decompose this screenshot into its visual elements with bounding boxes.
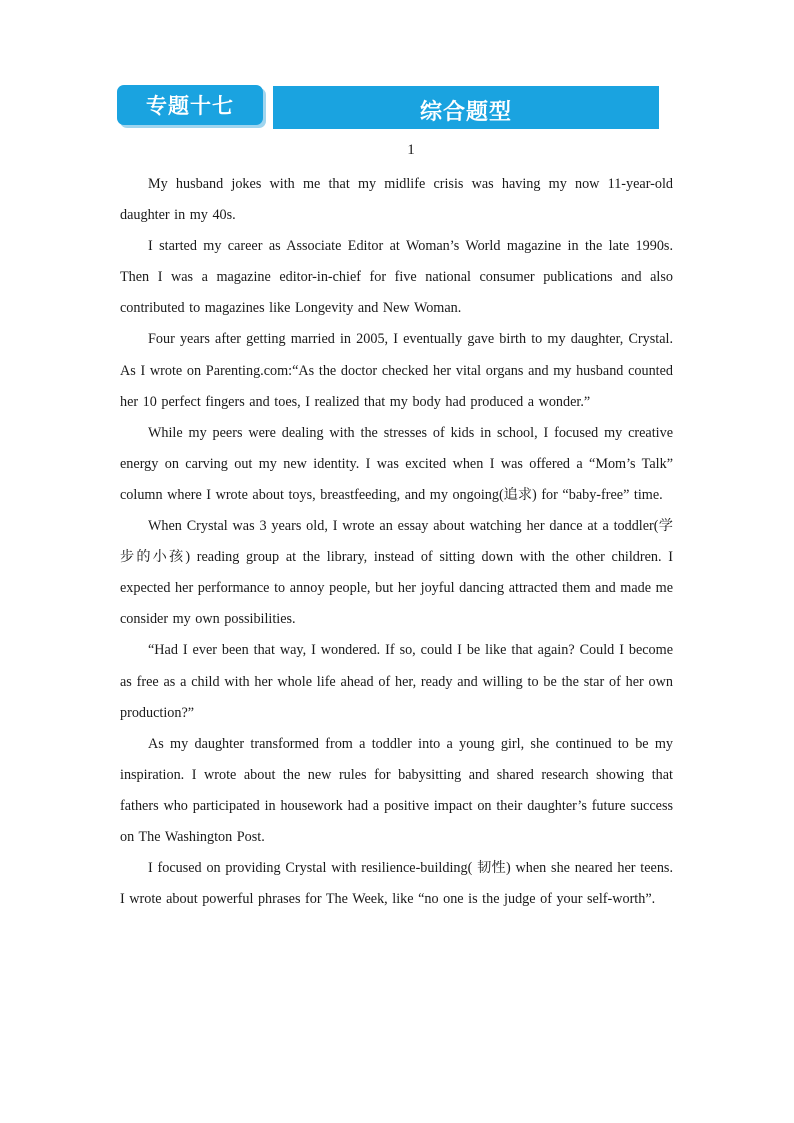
topic-tag: 专题十七: [117, 85, 263, 125]
section-header: [117, 85, 659, 131]
passage-body: [120, 169, 673, 915]
passage-number: 1: [407, 142, 415, 158]
section-title: 综合题型: [273, 86, 659, 129]
paragraph: As my daughter transformed from a toddler into a young girl, she continued to be my inspiration. I wrote about the new rules for babysitting and shared research showing that fathers who participated in housework had a positive impact on their daughter’s future success on The Washington Post.: [120, 735, 673, 845]
paragraph: When Crystal was 3 years old, I wrote an essay about watching her dance at a toddler(学步的小孩) reading group at the library, instead of sitting down with the other children. I expected her performance to annoy people, but her joyful dancing attracted them and made me consider my own possibilities.: [120, 518, 673, 628]
paragraph: I focused on providing Crystal with resilience-building( 韧性) when she neared her teens. I wrote about powerful phrases for The Week, like “no one is the judge of your self-worth”.: [120, 860, 673, 908]
paragraph: While my peers were dealing with the stresses of kids in school, I focused my creative energy on carving out my new identity. I was excited when I was offered a “Mom’s Talk” column where I wrote about toys, breastfeeding, and my ongoing(追求) for “baby-free” time.: [120, 424, 673, 503]
paragraph: My husband jokes with me that my midlife crisis was having my now 11-year-old daughter in my 40s.: [120, 176, 673, 224]
paragraph: “Had I ever been that way, I wondered. If so, could I be like that again? Could I become as free as a child with her whole life ahead of her, ready and willing to be the star of her own production?”: [120, 642, 673, 721]
paragraph: I started my career as Associate Editor at Woman’s World magazine in the late 1990s. Then I was a magazine editor-in-chief for five national consumer publications and also contributed to magazines like Longevity and New Woman.: [120, 238, 673, 317]
paragraph: Four years after getting married in 2005, I eventually gave birth to my daughter, Crystal. As I wrote on Parenting.com:“As the doctor checked her vital organs and my husband counted her 10 perfect fingers and toes, I realized that my body had produced a wonder.”: [120, 331, 673, 410]
